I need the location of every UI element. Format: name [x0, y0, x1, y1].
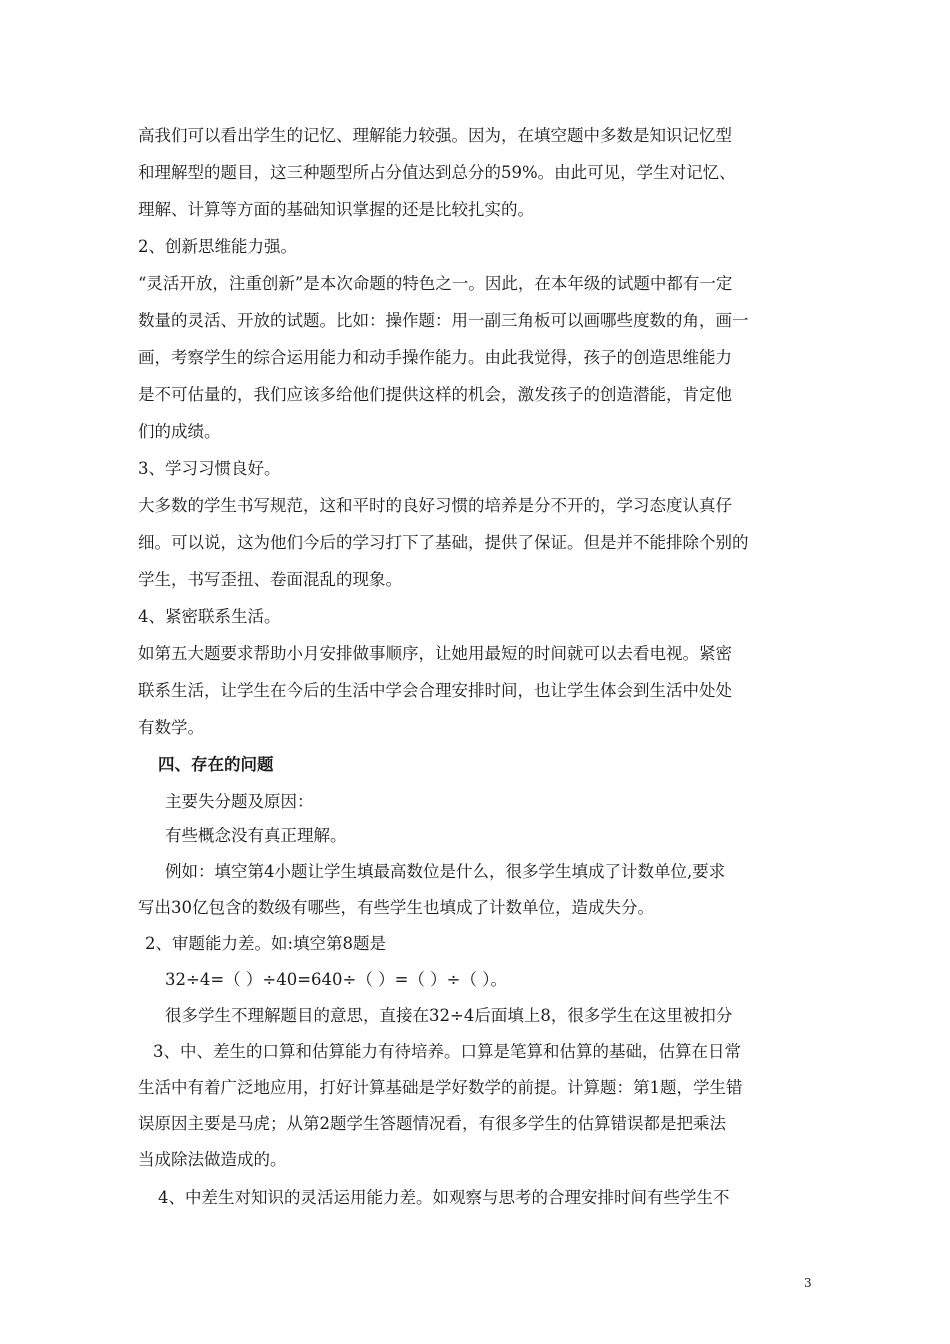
paragraph-line: 很多学生不理解题目的意思，直接在32÷4后面填上8，很多学生在这里被扣分 — [165, 1006, 733, 1025]
section-heading: 四、存在的问题 — [158, 755, 274, 774]
section-subheading: 3、学习习惯良好。 — [138, 459, 281, 478]
paragraph-line: 误原因主要是马虎；从第2题学生答题情况看，有很多学生的估算错误都是把乘法 — [138, 1114, 726, 1133]
page-number: 3 — [804, 1276, 812, 1290]
paragraph-line: 学生，书写歪扭、卷面混乱的现象。 — [138, 570, 402, 589]
paragraph-line: 细。可以说，这为他们今后的学习打下了基础，提供了保证。但是并不能排除个别的 — [138, 533, 749, 552]
paragraph-line: 例如：填空第4小题让学生填最高数位是什么，很多学生填成了计数单位,要求 — [165, 862, 726, 881]
section-subheading: 2、审题能力差。如:填空第8题是 — [145, 934, 387, 953]
paragraph-line: 大多数的学生书写规范，这和平时的良好习惯的培养是分不开的，学习态度认真仔 — [138, 496, 732, 515]
paragraph-line: 和理解型的题目，这三种题型所占分值达到总分的59%。由此可见，学生对记忆、 — [138, 163, 736, 182]
section-subheading: 4、中差生对知识的灵活运用能力差。如观察与思考的合理安排时间有些学生不 — [158, 1188, 730, 1207]
paragraph-line: 生活中有着广泛地应用，打好计算基础是学好数学的前提。计算题：第1题，学生错 — [138, 1078, 743, 1097]
paragraph-line: 写出30亿包含的数级有哪些，有些学生也填成了计数单位，造成失分。 — [138, 898, 654, 917]
paragraph-line: 是不可估量的，我们应该多给他们提供这样的机会，激发孩子的创造潜能，肯定他 — [138, 385, 732, 404]
paragraph-line: 有数学。 — [138, 718, 204, 737]
paragraph-line: 有些概念没有真正理解。 — [165, 826, 347, 845]
paragraph-line: 主要失分题及原因： — [165, 792, 314, 811]
paragraph-line: 当成除法做造成的。 — [138, 1150, 287, 1169]
paragraph-line: 数量的灵活、开放的试题。比如：操作题：用一副三角板可以画哪些度数的角，画一 — [138, 311, 749, 330]
paragraph-line: 画，考察学生的综合运用能力和动手操作能力。由此我觉得，孩子的创造思维能力 — [138, 348, 732, 367]
section-subheading: 2、创新思维能力强。 — [138, 237, 297, 256]
paragraph-line: “灵活开放，注重创新”是本次命题的特色之一。因此，在本年级的试题中都有一定 — [138, 274, 733, 293]
paragraph-line: 理解、计算等方面的基础知识掌握的还是比较扎实的。 — [138, 200, 534, 219]
math-expression: 32÷4=（ ）÷40=640÷（ ）=（ ）÷（ ）。 — [165, 970, 507, 989]
section-subheading: 4、紧密联系生活。 — [138, 607, 281, 626]
paragraph-line: 联系生活，让学生在今后的生活中学会合理安排时间，也让学生体会到生活中处处 — [138, 681, 732, 700]
section-subheading: 3、中、差生的口算和估算能力有待培养。口算是笔算和估算的基础，估算在日常 — [153, 1042, 741, 1061]
paragraph-line: 高我们可以看出学生的记忆、理解能力较强。因为，在填空题中多数是知识记忆型 — [138, 126, 732, 145]
paragraph-line: 如第五大题要求帮助小月安排做事顺序，让她用最短的时间就可以去看电视。紧密 — [138, 644, 732, 663]
paragraph-line: 们的成绩。 — [138, 422, 221, 441]
